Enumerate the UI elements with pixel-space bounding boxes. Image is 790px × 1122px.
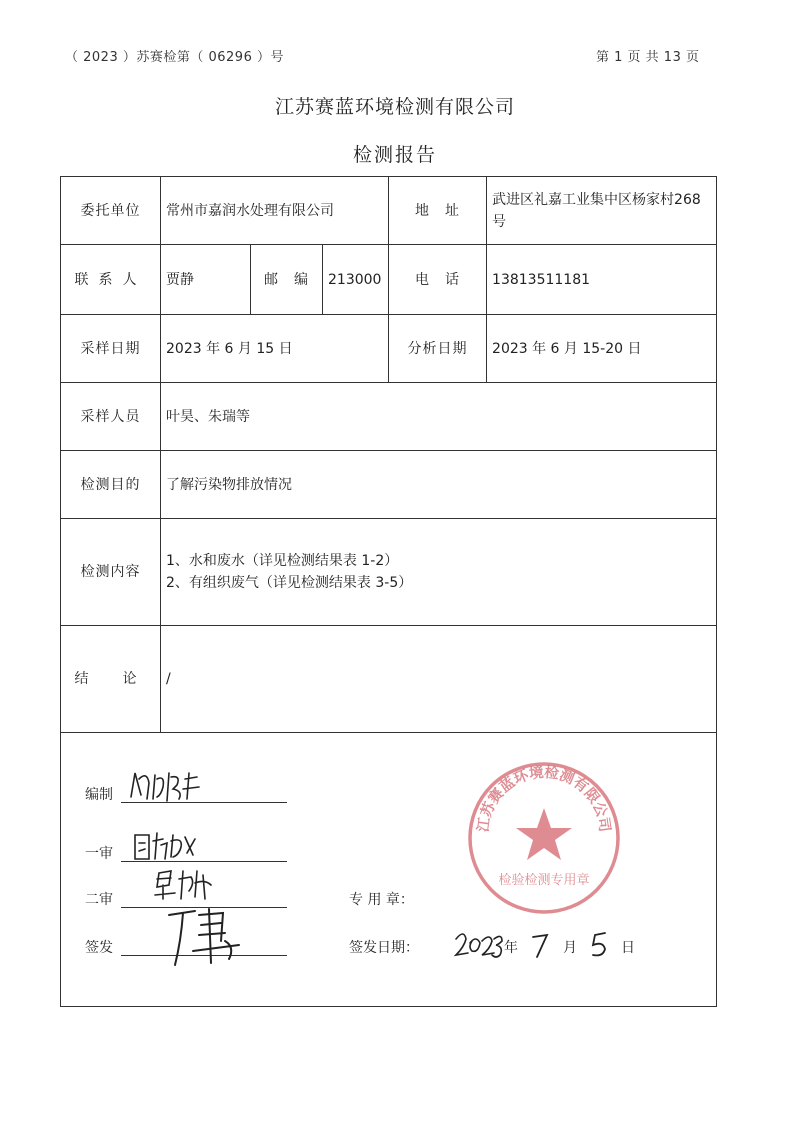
seal-star-icon — [516, 808, 572, 860]
sampler-value: 叶昊、朱瑞等 — [161, 383, 717, 451]
address-label: 地 址 — [389, 177, 487, 245]
client-label: 委托单位 — [61, 177, 161, 245]
row-dates — [61, 315, 717, 383]
postcode-value: 213000 — [323, 245, 389, 315]
issue-date-label: 签发日期： — [349, 940, 419, 956]
year-suffix: 年 — [504, 940, 518, 956]
conclusion-value: / — [161, 626, 717, 733]
issue-date-year — [454, 929, 506, 961]
purpose-label: 检测目的 — [61, 451, 161, 519]
day-suffix: 日 — [621, 940, 635, 956]
page-info: 第 1 页 共 13 页 — [596, 50, 700, 65]
issue-date-day — [589, 929, 611, 961]
row-purpose — [61, 451, 717, 519]
contact-label: 联系人 — [61, 245, 161, 315]
seal-label: 专 用 章： — [349, 892, 414, 908]
row-content — [61, 519, 717, 626]
client-value: 常州市嘉润水处理有限公司 — [161, 177, 389, 245]
phone-label: 电 话 — [389, 245, 487, 315]
sampling-date-label: 采样日期 — [61, 315, 161, 383]
analysis-date-value: 2023 年 6 月 15-20 日 — [487, 315, 717, 383]
content-value — [161, 519, 717, 626]
review2-label: 二审 — [85, 892, 113, 908]
row-contact — [61, 245, 717, 315]
address-value: 武进区礼嘉工业集中区杨家村268号 — [487, 177, 717, 245]
review1-label: 一审 — [85, 846, 113, 862]
content-item-2: 2、有组织废气（详见检测结果表 3-5） — [166, 575, 413, 591]
compile-label: 编制 — [85, 787, 113, 803]
official-seal-stamp — [464, 758, 624, 918]
content-item-1: 1、水和废水（详见检测结果表 1-2） — [166, 553, 399, 569]
compile-signature — [127, 765, 207, 805]
report-title: 检测报告 — [352, 144, 437, 166]
report-number: （ 2023 ）苏赛检第（ 06296 ）号 — [65, 50, 284, 65]
sampler-label: 采样人员 — [61, 383, 161, 451]
row-conclusion — [61, 626, 717, 733]
row-sampler — [61, 383, 717, 451]
issue-date-month — [531, 931, 551, 961]
analysis-date-label: 分析日期 — [389, 315, 487, 383]
contact-value: 贾静 — [161, 245, 251, 315]
issue-label: 签发 — [85, 940, 113, 956]
company-name: 江苏赛蓝环境检测有限公司 — [274, 96, 515, 118]
seal-ring-text: 江苏赛蓝环境检测有限公司 — [475, 764, 613, 834]
purpose-value: 了解污染物排放情况 — [161, 451, 717, 519]
month-suffix: 月 — [563, 940, 577, 956]
row-client — [61, 177, 717, 245]
review1-signature — [131, 829, 211, 863]
postcode-label: 邮 编 — [251, 245, 323, 315]
sampling-date-value: 2023 年 6 月 15 日 — [161, 315, 389, 383]
phone-value: 13813511181 — [487, 245, 717, 315]
issue-signature — [165, 901, 255, 971]
conclusion-label: 结 论 — [61, 626, 161, 733]
seal-bottom-text: 检验检测专用章 — [498, 873, 590, 888]
content-label: 检测内容 — [61, 519, 161, 626]
